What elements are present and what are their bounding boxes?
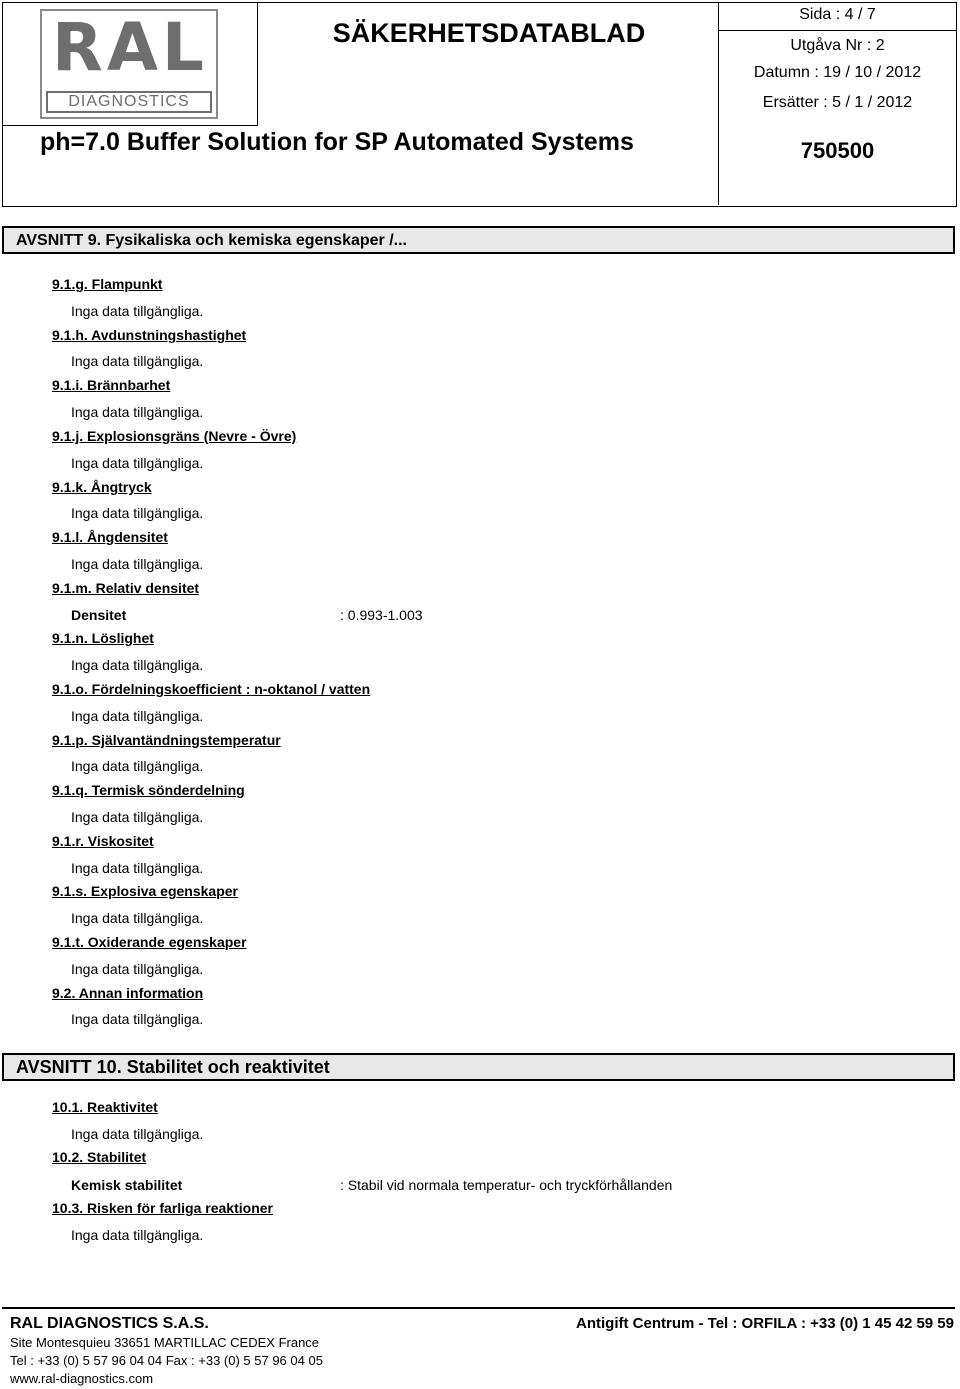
- footer-phone-fax: Tel : +33 (0) 5 57 96 04 04 Fax : +33 (0) 5 57 96 04 05: [10, 1353, 323, 1368]
- subsection-heading: 9.1.h. Avdunstningshastighet: [52, 327, 247, 343]
- footer-poison-center: Antigift Centrum - Tel : ORFILA : +33 (0) 1 45 42 59 59: [576, 1315, 954, 1332]
- property-label: Densitet: [71, 607, 127, 623]
- product-name: ph=7.0 Buffer Solution for SP Automated Systems: [40, 128, 634, 156]
- subsection-heading: 9.1.o. Fördelningskoefficient : n-oktanol / vatten: [52, 681, 371, 697]
- subsection-text: Inga data tillgängliga.: [71, 758, 204, 774]
- section-9-header: [2, 226, 955, 254]
- footer-divider: [2, 1307, 955, 1309]
- subsection-heading: 10.1. Reaktivitet: [52, 1099, 158, 1115]
- company-logo: [40, 9, 218, 119]
- subsection-text: Inga data tillgängliga.: [71, 505, 204, 521]
- document-title: SÄKERHETSDATABLAD: [332, 18, 646, 48]
- subsection-text: Inga data tillgängliga.: [71, 809, 204, 825]
- section-9-title: AVSNITT 9. Fysikaliska och kemiska egenskaper /...: [16, 232, 407, 249]
- subsection-text: Inga data tillgängliga.: [71, 1126, 204, 1142]
- subsection-text: Inga data tillgängliga.: [71, 860, 204, 876]
- subsection-heading: 9.1.t. Oxiderande egenskaper: [52, 934, 247, 950]
- subsection-heading: 9.1.g. Flampunkt: [52, 276, 163, 292]
- subsection-text: Inga data tillgängliga.: [71, 708, 204, 724]
- subsection-heading: 9.1.n. Löslighet: [52, 630, 154, 646]
- subsection-heading: 9.1.k. Ångtryck: [52, 479, 152, 495]
- subsection-heading: 9.1.r. Viskositet: [52, 833, 154, 849]
- subsection-text: Inga data tillgängliga.: [71, 404, 204, 420]
- subsection-heading: 9.1.l. Ångdensitet: [52, 529, 168, 545]
- subsection-heading: 9.1.i. Brännbarhet: [52, 377, 171, 393]
- property-value: : 0.993-1.003: [340, 607, 423, 623]
- subsection-text: Inga data tillgängliga.: [71, 657, 204, 673]
- subsection-text: Inga data tillgängliga.: [71, 353, 204, 369]
- subsection-heading: 9.1.q. Termisk sönderdelning: [52, 782, 245, 798]
- subsection-text: Inga data tillgängliga.: [71, 455, 204, 471]
- subsection-heading: 9.1.j. Explosionsgräns (Nevre - Övre): [52, 428, 297, 444]
- subsection-heading: 10.3. Risken för farliga reaktioner: [52, 1200, 273, 1216]
- subsection-heading: 9.1.s. Explosiva egenskaper: [52, 883, 238, 899]
- subsection-text: Inga data tillgängliga.: [71, 1011, 204, 1027]
- header-meta-divider: [718, 30, 957, 31]
- subsection-text: Inga data tillgängliga.: [71, 556, 204, 572]
- page-number: Sida : 4 / 7: [799, 6, 876, 23]
- footer-company-name: RAL DIAGNOSTICS S.A.S.: [10, 1315, 209, 1332]
- product-code: 750500: [800, 138, 875, 163]
- property-value: : Stabil vid normala temperatur- och tryckförhållanden: [340, 1177, 673, 1193]
- subsection-heading: 10.2. Stabilitet: [52, 1149, 147, 1165]
- subsection-heading: 9.1.m. Relativ densitet: [52, 580, 200, 596]
- footer-address: Site Montesquieu 33651 MARTILLAC CEDEX France: [10, 1335, 320, 1350]
- section-10-header: [2, 1053, 955, 1081]
- subsection-text: Inga data tillgängliga.: [71, 303, 204, 319]
- logo-wordmark: RAL: [52, 9, 208, 86]
- footer-website[interactable]: www.ral-diagnostics.com: [10, 1371, 154, 1386]
- revision-date: Datumn : 19 / 10 / 2012: [753, 64, 922, 81]
- property-label: Kemisk stabilitet: [71, 1177, 183, 1193]
- subsection-text: Inga data tillgängliga.: [71, 961, 204, 977]
- subsection-heading: 9.2. Annan information: [52, 985, 204, 1001]
- replaces-date: Ersätter : 5 / 1 / 2012: [762, 94, 913, 111]
- subsection-text: Inga data tillgängliga.: [71, 910, 204, 926]
- subsection-text: Inga data tillgängliga.: [71, 1227, 204, 1243]
- logo-subtitle: DIAGNOSTICS: [46, 91, 212, 113]
- subsection-heading: 9.1.p. Självantändningstemperatur: [52, 732, 281, 748]
- section-10-title: AVSNITT 10. Stabilitet och reaktivitet: [16, 1057, 330, 1077]
- revision-number: Utgåva Nr : 2: [790, 37, 885, 54]
